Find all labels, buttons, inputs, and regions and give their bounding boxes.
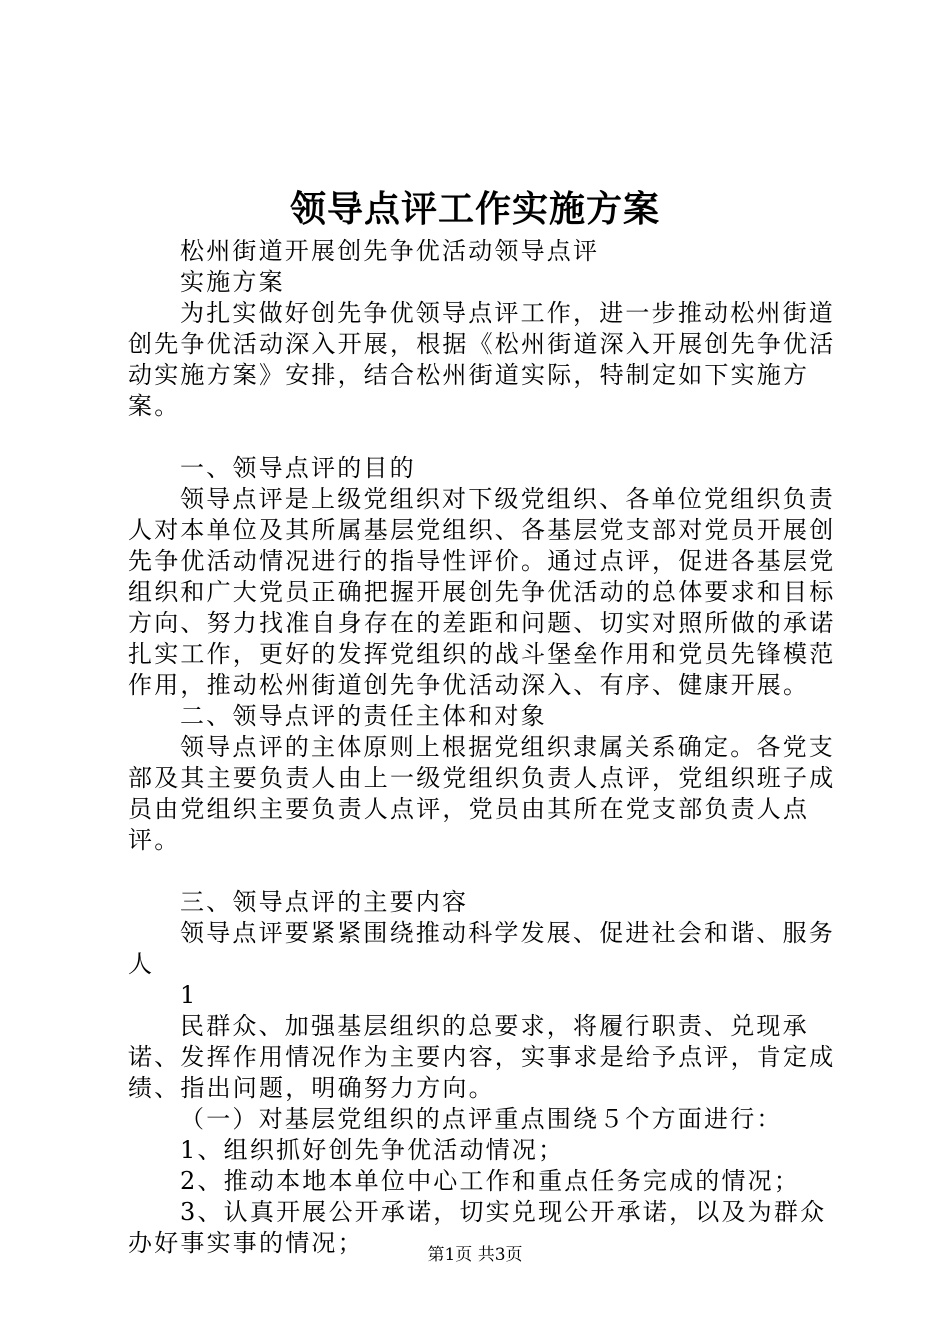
list-item-2: 2、推动本地本单位中心工作和重点任务完成的情况；	[180, 1167, 801, 1195]
intro-paragraph: 为扎实做好创先争优领导点评工作，进一步推动松州街道创先争优活动深入开展，根据《松州街道深入开展创先争优活动实施方案》安排，结合松州街道实际，特制定如下实施方案。	[128, 299, 836, 420]
spacer	[128, 856, 843, 887]
document-body	[128, 236, 843, 1259]
section-heading-2: 二、领导点评的责任主体和对象	[180, 702, 547, 730]
subtitle-line-1: 松州街道开展创先争优活动领导点评	[180, 237, 600, 265]
document-title: 领导点评工作实施方案	[289, 188, 660, 230]
section-heading-1: 一、领导点评的目的	[180, 454, 416, 482]
subtitle-line-2: 实施方案	[180, 268, 285, 296]
inline-page-number: 1	[180, 981, 198, 1009]
spacer	[128, 422, 843, 453]
section-1-paragraph: 领导点评是上级党组织对下级党组织、各单位党组织负责人对本单位及其所属基层党组织、各基层党支部对党员开展创先争优活动情况进行的指导性评价。通过点评，促进各基层党组织和广大党员正确把握开展创先争优活动的总体要求和目标方向、努力找准自身存在的差距和问题、切实对照所做的承诺扎实工作，更好的发挥党组织的战斗堡垒作用和党员先锋模范作用，推动松州街道创先争优活动深入、有序、健康开展。	[128, 485, 836, 699]
section-2-paragraph: 领导点评的主体原则上根据党组织隶属关系确定。各党支部及其主要负责人由上一级党组织负责人点评，党组织班子成员由党组织主要负责人点评，党员由其所在党支部负责人点评。	[128, 733, 836, 854]
list-item-1: 1、组织抓好创先争优活动情况；	[180, 1136, 565, 1164]
subsection-heading-1: （一）对基层党组织的点评重点围绕５个方面进行：	[180, 1105, 783, 1133]
section-3-paragraph-cont: 民群众、加强基层组织的总要求，将履行职责、兑现承诺、发挥作用情况作为主要内容，实事求是给予点评，肯定成绩、指出问题，明确努力方向。	[128, 1012, 836, 1102]
section-3-paragraph-start: 领导点评要紧紧围绕推动科学发展、促进社会和谐、服务人	[128, 919, 835, 978]
list-item-3: 3、认真开展公开承诺，切实兑现公开承诺，以及为群众办好事实事的情况；	[128, 1198, 827, 1257]
section-heading-3: 三、领导点评的主要内容	[180, 888, 469, 916]
page-footer: 第1页 共3页	[427, 1245, 523, 1265]
